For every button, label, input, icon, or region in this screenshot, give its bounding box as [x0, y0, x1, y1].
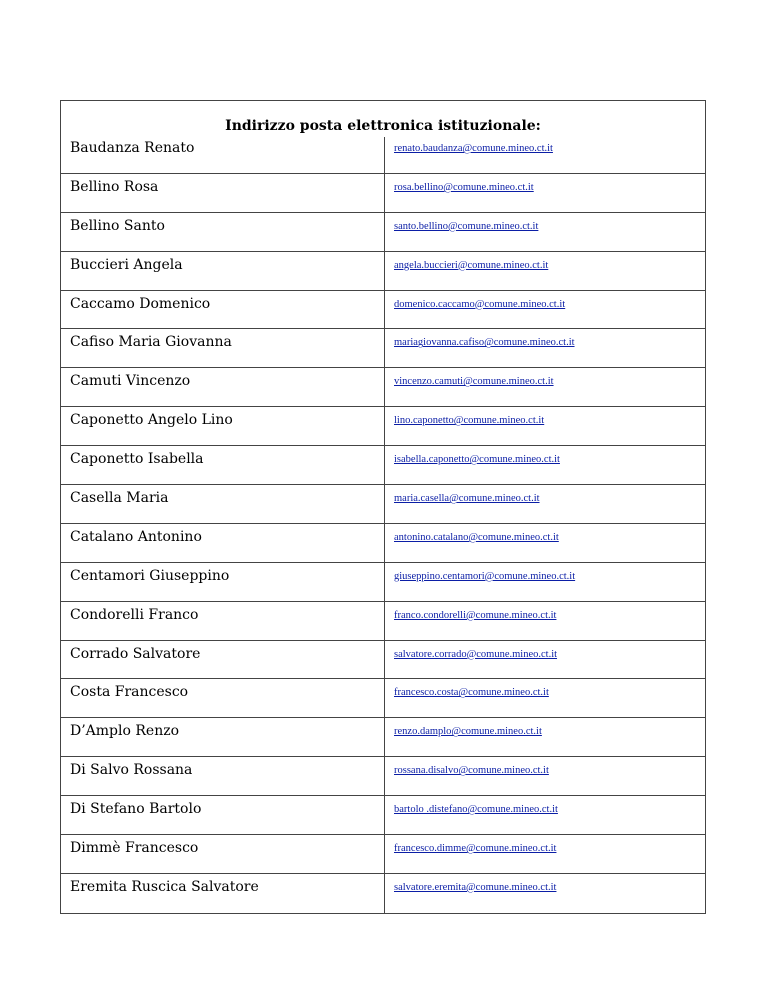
email-link[interactable]: rossana.disalvo@comune.mineo.ct.it	[394, 765, 549, 777]
table-body	[61, 135, 705, 913]
person-name: Di Stefano Bartolo	[70, 801, 202, 818]
email-link[interactable]: salvatore.corrado@comune.mineo.ct.it	[394, 648, 558, 660]
email-link[interactable]: franco.condorelli@comune.mineo.ct.it	[394, 609, 557, 621]
email-link[interactable]: vincenzo.camuti@comune.mineo.ct.it	[394, 376, 554, 388]
person-name: Camuti Vincenzo	[70, 373, 191, 390]
person-name: Bellino Rosa	[70, 178, 159, 195]
person-name: Caponetto Angelo Lino	[70, 412, 233, 429]
person-name: Bellino Santo	[70, 217, 165, 234]
table-row	[61, 679, 705, 718]
email-link[interactable]: salvatore.eremita@comune.mineo.ct.it	[394, 881, 557, 893]
email-link[interactable]: antonino.catalano@comune.mineo.ct.it	[394, 531, 559, 543]
table-row	[61, 524, 705, 563]
table-row	[61, 213, 705, 252]
email-link[interactable]: francesco.dimme@comune.mineo.ct.it	[394, 843, 557, 855]
table-row	[61, 485, 705, 524]
table-row	[61, 602, 705, 641]
table-row	[61, 174, 705, 213]
table-row	[61, 135, 705, 174]
person-name: Centamori Giuseppino	[70, 567, 230, 584]
table-row	[61, 796, 705, 835]
email-link[interactable]: santo.bellino@comune.mineo.ct.it	[394, 220, 539, 232]
email-link[interactable]: giuseppino.centamori@comune.mineo.ct.it	[394, 570, 576, 582]
table-row	[61, 329, 705, 368]
table-row	[61, 835, 705, 874]
person-name: Di Salvo Rossana	[70, 762, 193, 779]
table-row	[61, 874, 705, 913]
table-row	[61, 252, 705, 291]
person-name: Baudanza Renato	[70, 140, 195, 156]
person-name: Eremita Ruscica Salvatore	[70, 878, 259, 895]
email-link[interactable]: mariagiovanna.cafiso@comune.mineo.ct.it	[394, 337, 575, 349]
email-link[interactable]: angela.buccieri@comune.mineo.ct.it	[394, 259, 549, 271]
table-row	[61, 291, 705, 330]
person-name: D’Amplo Renzo	[70, 723, 180, 740]
table-row	[61, 407, 705, 446]
email-link[interactable]: rosa.bellino@comune.mineo.ct.it	[394, 181, 534, 193]
person-name: Buccieri Angela	[70, 256, 183, 273]
table-row	[61, 718, 705, 757]
email-link[interactable]: lino.caponetto@comune.mineo.ct.it	[394, 415, 545, 427]
person-name: Caccamo Domenico	[70, 295, 211, 312]
email-link[interactable]: renato.baudanza@comune.mineo.ct.it	[394, 143, 553, 154]
email-link[interactable]: domenico.caccamo@comune.mineo.ct.it	[394, 298, 566, 310]
person-name: Catalano Antonino	[70, 528, 202, 545]
email-link[interactable]: maria.casella@comune.mineo.ct.it	[394, 493, 540, 505]
table-row	[61, 757, 705, 796]
email-link[interactable]: bartolo .distefano@comune.mineo.ct.it	[394, 804, 558, 816]
person-name: Condorelli Franco	[70, 606, 199, 623]
table-row	[61, 368, 705, 407]
person-name: Costa Francesco	[70, 684, 189, 701]
person-name: Dimmè Francesco	[70, 840, 199, 857]
person-name: Cafiso Maria Giovanna	[70, 334, 232, 351]
person-name: Caponetto Isabella	[70, 451, 204, 468]
email-link[interactable]: francesco.costa@comune.mineo.ct.it	[394, 687, 549, 699]
contact-table	[60, 100, 706, 914]
table-row	[61, 563, 705, 602]
person-name: Casella Maria	[70, 490, 169, 507]
table-row	[61, 641, 705, 680]
table-row	[61, 446, 705, 485]
person-name: Corrado Salvatore	[70, 645, 201, 662]
email-link[interactable]: renzo.damplo@comune.mineo.ct.it	[394, 726, 542, 738]
email-link[interactable]: isabella.caponetto@comune.mineo.ct.it	[394, 454, 560, 466]
table-title: Indirizzo posta elettronica istituzionale:	[225, 118, 541, 134]
